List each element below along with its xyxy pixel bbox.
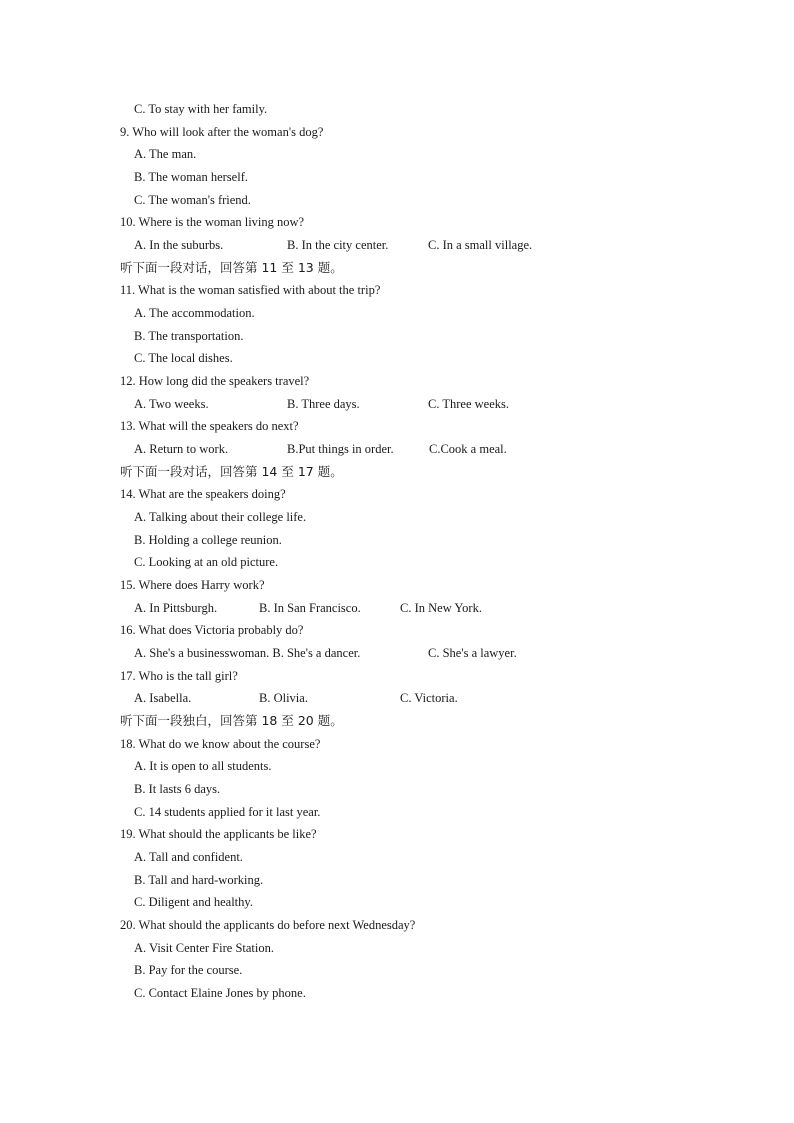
options-12 [134, 396, 594, 412]
options-13 [134, 441, 594, 457]
option-11c: C. The local dishes. [134, 351, 233, 365]
option-15b: B. In San Francisco. [259, 601, 361, 615]
option-13b: B.Put things in order. [287, 442, 394, 456]
option-16c: C. She's a lawyer. [428, 646, 517, 660]
option-9a: A. The man. [134, 147, 197, 161]
option-11a: A. The accommodation. [134, 306, 255, 320]
option-19a: A. Tall and confident. [134, 850, 243, 864]
question-13: 13. What will the speakers do next? [120, 419, 299, 433]
option-12a: A. Two weeks. [134, 397, 209, 411]
section-instruction-11-13: 听下面一段对话，回答第 11 至 13 题。 [120, 260, 343, 275]
option-17a: A. Isabella. [134, 691, 192, 705]
option-10b: B. In the city center. [287, 238, 389, 252]
question-12: 12. How long did the speakers travel? [120, 374, 310, 388]
question-14: 14. What are the speakers doing? [120, 487, 286, 501]
option-18b: B. It lasts 6 days. [134, 782, 221, 796]
option-17c: C. Victoria. [400, 691, 458, 705]
question-15: 15. Where does Harry work? [120, 578, 265, 592]
options-15 [134, 600, 594, 616]
option-8c: C. To stay with her family. [134, 102, 268, 116]
question-11: 11. What is the woman satisfied with about the trip? [120, 283, 381, 297]
options-10 [134, 237, 594, 253]
option-10a: A. In the suburbs. [134, 238, 224, 252]
option-19c: C. Diligent and healthy. [134, 895, 253, 909]
option-14c: C. Looking at an old picture. [134, 555, 279, 569]
options-17 [134, 690, 594, 706]
option-10c: C. In a small village. [428, 238, 533, 252]
question-9: 9. Who will look after the woman's dog? [120, 125, 324, 139]
option-15c: C. In New York. [400, 601, 482, 615]
question-20: 20. What should the applicants do before next Wednesday? [120, 918, 416, 932]
option-11b: B. The transportation. [134, 329, 244, 343]
question-19: 19. What should the applicants be like? [120, 827, 317, 841]
question-17: 17. Who is the tall girl? [120, 669, 238, 683]
option-19b: B. Tall and hard-working. [134, 873, 264, 887]
option-20b: B. Pay for the course. [134, 963, 243, 977]
question-10: 10. Where is the woman living now? [120, 215, 305, 229]
option-16ab: A. She's a businesswoman. B. She's a dancer. [134, 646, 361, 660]
options-16 [134, 645, 594, 661]
option-20c: C. Contact Elaine Jones by phone. [134, 986, 306, 1000]
option-9c: C. The woman's friend. [134, 193, 251, 207]
option-18c: C. 14 students applied for it last year. [134, 805, 321, 819]
option-9b: B. The woman herself. [134, 170, 248, 184]
option-12b: B. Three days. [287, 397, 360, 411]
option-13a: A. Return to work. [134, 442, 229, 456]
question-16: 16. What does Victoria probably do? [120, 623, 304, 637]
option-18a: A. It is open to all students. [134, 759, 272, 773]
section-instruction-14-17: 听下面一段对话，回答第 14 至 17 题。 [120, 464, 343, 479]
option-15a: A. In Pittsburgh. [134, 601, 218, 615]
option-12c: C. Three weeks. [428, 397, 509, 411]
option-20a: A. Visit Center Fire Station. [134, 941, 274, 955]
option-17b: B. Olivia. [259, 691, 308, 705]
option-13c: C.Cook a meal. [429, 442, 507, 456]
question-18: 18. What do we know about the course? [120, 737, 321, 751]
option-14b: B. Holding a college reunion. [134, 533, 282, 547]
section-instruction-18-20: 听下面一段独白，回答第 18 至 20 题。 [120, 713, 343, 728]
option-14a: A. Talking about their college life. [134, 510, 307, 524]
